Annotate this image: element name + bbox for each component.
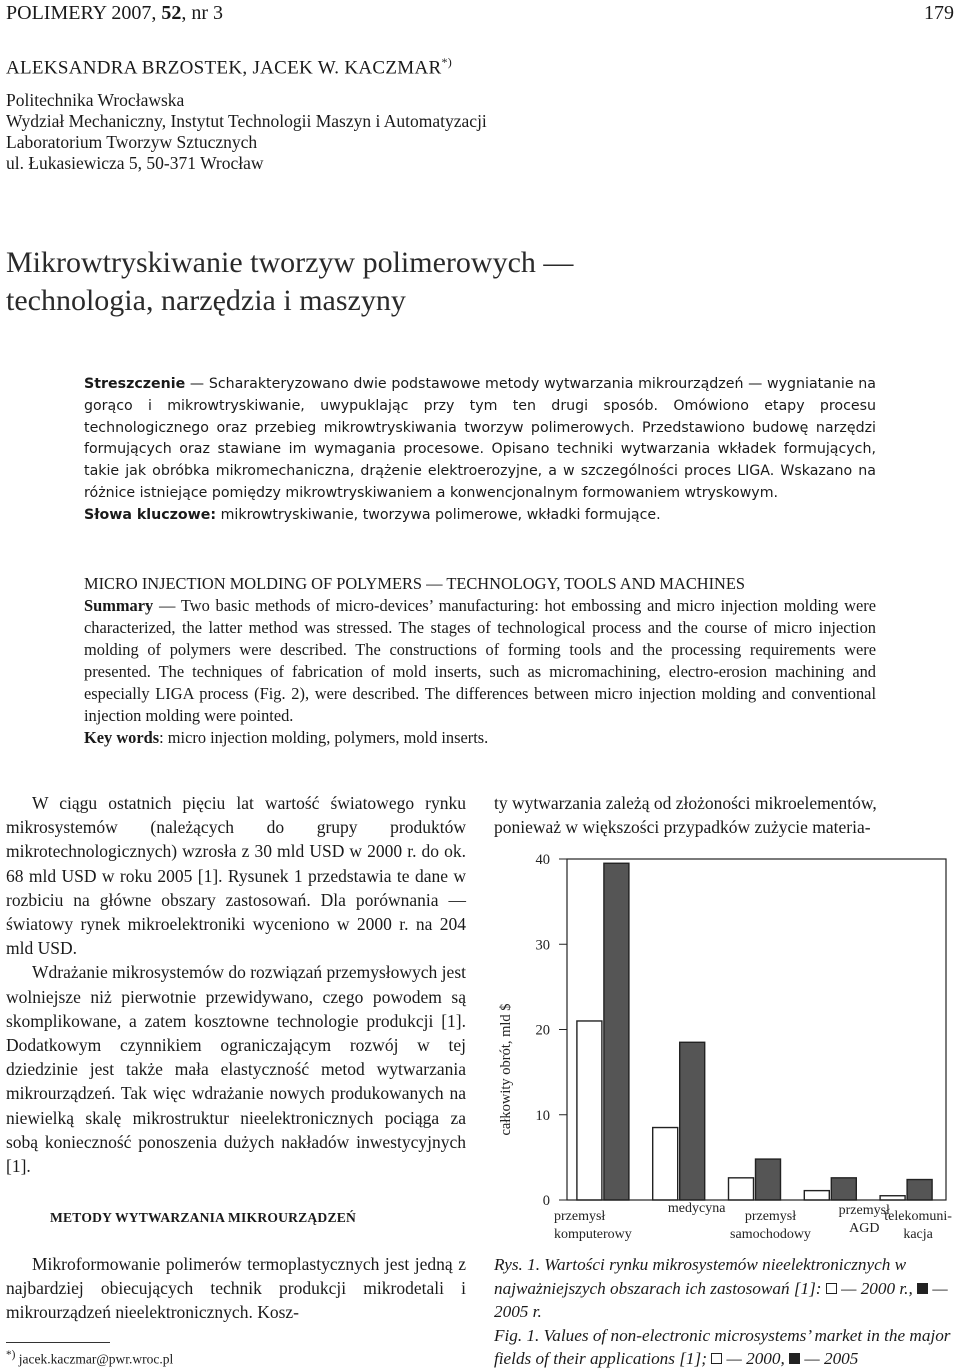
bar-2000-3 <box>804 1191 829 1200</box>
footnote <box>6 1349 173 1368</box>
caption-pl-2005: — 2005 r. <box>494 1278 948 1321</box>
bar-2005-2 <box>756 1159 781 1200</box>
caption-en-2005: — 2005 <box>804 1349 859 1368</box>
body-paragraph-1: W ciągu ostatnich pięciu lat wartość światowego rynku mikrosystemów (należących do grupy produktów mikrotechnologicznych) wzrosła z 30 mld USD w 2000 r. do ok. 68 mld USD w roku 2005 [1]. Rysunek 1 przedstawia te dane w rozbiciu na główne obszary zastosowań. Dla porównania — światowy rynek mikroelektroniki wyceniono w 2000 r. na 204 mld USD. <box>6 793 466 959</box>
bar-2005-4 <box>907 1180 932 1200</box>
affiliation-line-2: Wydział Mechaniczny, Instytut Technologii Maszyn i Automatyzacji <box>6 111 487 131</box>
right-line-2: ponieważ w większości przypadków zużycie materia- <box>494 817 871 838</box>
category-label: kacja <box>903 1227 933 1242</box>
y-axis-title <box>498 1003 514 1135</box>
page-number: 179 <box>924 2 954 24</box>
footnote-mark: *) <box>6 1349 16 1361</box>
bar-series <box>577 863 932 1200</box>
bar-2005-0 <box>604 863 629 1200</box>
journal-volume: 52 <box>161 2 182 24</box>
bar-2000-1 <box>653 1128 678 1200</box>
running-header <box>6 2 223 25</box>
journal-issue: , nr 3 <box>181 2 224 24</box>
y-tick-label: 20 <box>535 1022 550 1039</box>
section-heading: METODY WYTWARZANIA MIKROURZĄDZEŃ <box>50 1210 356 1225</box>
category-label: przemysł <box>744 1209 797 1224</box>
category-label: telekomuni- <box>884 1209 952 1224</box>
body-paragraph-3: Mikroformowanie polimerów termoplastycznych jest jedną z najbardziej obiecujących technik produkcji mikrodetali i mikrourządzeń nieelektronicznych. Kosz- <box>6 1254 466 1323</box>
bar-2000-4 <box>880 1196 905 1200</box>
footnote-email: jacek.kaczmar@pwr.wroc.pl <box>15 1351 174 1367</box>
caption-pl-2000: — 2000 r., <box>841 1278 913 1298</box>
caption-pl-text: Rys. 1. Wartości rynku mikrosystemów nieelektronicznych w najważniejszych obszarach ich zastosowań [1]: <box>494 1255 907 1298</box>
y-axis-ticks <box>536 852 568 1209</box>
figure-caption <box>494 1253 956 1371</box>
category-label: przemysł <box>838 1203 890 1218</box>
key-words-text: : micro injection molding, polymers, mold inserts. <box>159 728 489 747</box>
y-tick-label: 40 <box>535 852 550 868</box>
legend-2000-swatch-en <box>711 1353 722 1364</box>
abstract-english <box>84 573 876 749</box>
bar-2000-0 <box>577 1021 602 1200</box>
category-label: samochodowy <box>730 1227 811 1242</box>
key-words-label: Key words <box>84 728 160 747</box>
paper-title-line-2: technologia, narzędzia i maszyny <box>6 284 406 317</box>
body-paragraph-2: Wdrażanie mikrosystemów do rozwiązań przemysłowych jest wolniejsze niż pierwotnie przewidywano, czego powodem są skomplikowane, a zatem kosztowne technologie produkcji [1]. Dodatkowym czynnikiem ograniczającym rozwój w tej dziedzinie jest także mała elastyczność metod wytwarzania mikrourządzeń. Tak więc wdrażanie nowych produkowanych na niewielką skalę mikrostruktur nieelektronicznych pociąga za sobą konieczność ponoszenia dużych nakładów inwestycyjnych [1]. <box>6 962 466 1177</box>
y-tick-label: 10 <box>535 1107 550 1124</box>
affiliation-line-4: ul. Łukasiewicza 5, 50-371 Wrocław <box>6 153 264 173</box>
abstract-label: Streszczenie <box>84 376 186 392</box>
caption-english <box>494 1324 956 1371</box>
market-bar-chart <box>490 840 956 1250</box>
paper-title-line-1: Mikrowtryskiwanie tworzyw polimerowych — <box>6 246 574 279</box>
authors <box>6 55 452 79</box>
bar-2005-1 <box>680 1042 705 1200</box>
y-tick-label: 30 <box>535 937 550 954</box>
bar-2000-2 <box>729 1178 754 1200</box>
category-labels <box>554 1201 952 1242</box>
author-names: ALEKSANDRA BRZOSTEK, JACEK W. KACZMAR <box>6 57 442 79</box>
right-column <box>494 791 954 839</box>
right-line-1: ty wytwarzania zależą od złożoności mikroelementów, <box>494 793 877 813</box>
category-label: medycyna <box>667 1201 726 1216</box>
category-label: komputerowy <box>554 1227 632 1242</box>
journal-name: POLIMERY 2007, <box>6 2 162 24</box>
affiliation-line-1: Politechnika Wrocławska <box>6 90 185 110</box>
affiliation-line-3: Laboratorium Tworzyw Sztucznych <box>6 132 258 152</box>
summary-text: — Two basic methods of micro-devices’ manufacturing: hot embossing and micro injection molding were characterized, the latter method was stressed. The stages of technological process and the course of micro injection molding of polymers were described. The constructions of forming tools and the processing requirements were presented. The techniques of fabrication of mold inserts, such as micromachining, electro-erosion machining and especially LIGA process (Fig. 2), were described. The differences between micro injection molding and conventional injection molding were pointed. <box>84 596 876 725</box>
category-label: przemysł <box>554 1209 606 1224</box>
caption-en-2000: — 2000, <box>726 1349 785 1368</box>
left-column <box>6 791 466 1178</box>
legend-2005-swatch-en <box>789 1353 800 1364</box>
y-axis-label: całkowity obrót, mld $ <box>498 1003 514 1136</box>
abstract-text: — Scharakteryzowano dwie podstawowe metody wytwarzania mikrourządzeń — wygniatanie na gorąco i mikrowtryskiwanie, uwypuklając przy tym ten drugi sposób. Omówiono etapy procesu technologicznego oraz przebieg mikrowtryskiwania tworzyw polimerowych. Przedstawiono budowę narzędzi formujących oraz stawiane im wymagania procesowe. Opisano techniki wytwarzania wkładek formujących, takie jak obróbka mikromechaniczna, drążenie elektroerozyjne, a w szczególności proces LIGA. Wskazano na różnice istniejące pomiędzy mikrowtryskiwaniem a konwencjonalnym formowaniem wtryskowym. <box>84 376 876 501</box>
bar-2005-3 <box>831 1178 856 1200</box>
y-tick-label: 0 <box>542 1193 550 1209</box>
keywords-label: Słowa kluczowe: <box>84 506 217 523</box>
keywords-text: mikrowtryskiwanie, tworzywa polimerowe, wkładki formujące. <box>216 506 661 523</box>
category-label: AGD <box>849 1221 880 1236</box>
left-column-continued <box>6 1252 466 1325</box>
legend-2005-swatch <box>917 1283 928 1294</box>
summary-label: Summary <box>84 596 154 615</box>
caption-en-text: Fig. 1. Values of non-electronic microsystems’ market in the major fields of their applications [1]; <box>494 1325 951 1368</box>
legend-2000-swatch <box>826 1283 837 1294</box>
author-footnote-mark: *) <box>441 55 453 69</box>
english-title: MICRO INJECTION MOLDING OF POLYMERS — TECHNOLOGY, TOOLS AND MACHINES <box>84 574 746 593</box>
abstract-polish <box>84 374 876 527</box>
caption-polish <box>494 1253 956 1324</box>
footnote-rule <box>6 1342 110 1343</box>
